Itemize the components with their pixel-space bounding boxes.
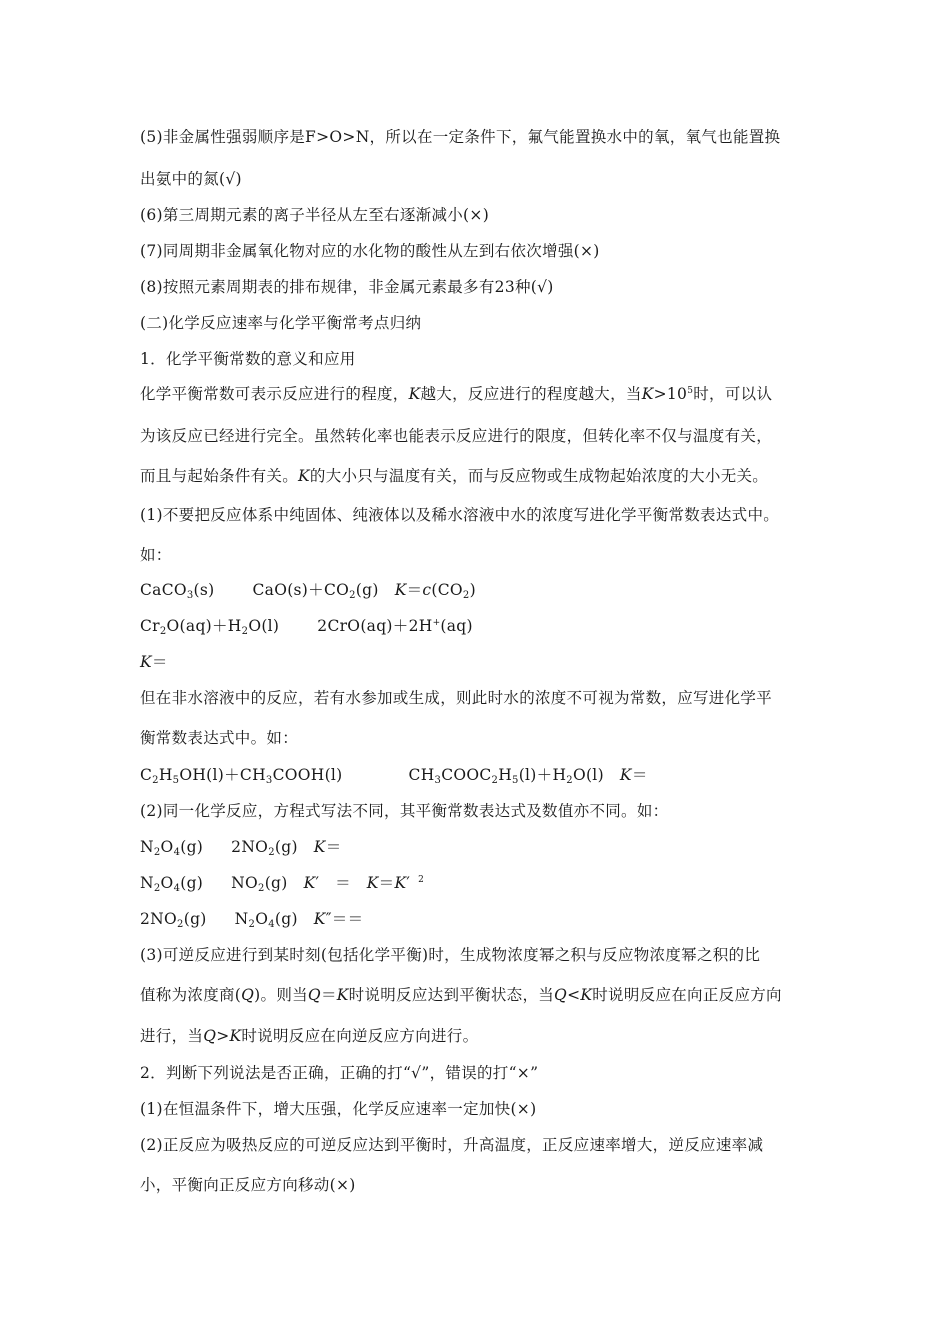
equation-line: CaCO$_3$(s) $CaO(s)+CO_2(g)$ $K=c(CO_2)$ — [140, 581, 476, 601]
text-line: 化学平衡常数可表示反应进行的程度，K越大，反应进行的程度越大，当$K>10^5$时，可以认 — [140, 385, 773, 403]
subsection-heading: 1．化学平衡常数的意义和应用 — [140, 350, 356, 368]
equation-line: $Cr_2O(aq)+H_2O(l)$ 2CrO(aq)＋2H+(aq) — [140, 617, 473, 637]
text-line: 进行，当Q>K时说明反应在向逆反应方向进行。 — [140, 1027, 479, 1045]
text-line: 但在非水溶液中的反应，若有水参加或生成，则此时水的浓度不可视为常数，应写进化学平 — [140, 689, 773, 707]
subsection-heading: 2．判断下列说法是否正确，正确的打“√”，错误的打“×” — [140, 1064, 539, 1082]
equation-line: $N_2O_4(g)$ $NO_2(g)$ K′ ＝ K＝K′ $^2$ — [140, 874, 425, 894]
text-line: 如： — [140, 546, 172, 564]
equation-line: K＝ — [140, 653, 168, 671]
equation-line: $C_2H_5OH(l)+CH_3COOH(l)$ $CH_3COOC_2H_5(l)+H_2O(l)$ K＝ — [140, 766, 648, 786]
text-line: 衡常数表达式中。如： — [140, 729, 299, 747]
text-line: (3)可逆反应进行到某时刻(包括化学平衡)时，生成物浓度幂之积与反应物浓度幂之积的比 — [140, 946, 761, 964]
text-line: (1)在恒温条件下，增大压强，化学反应速率一定加快(×) — [140, 1100, 537, 1118]
text-line: (1)不要把反应体系中纯固体、纯液体以及稀水溶液中水的浓度写进化学平衡常数表达式中。 — [140, 506, 780, 524]
text-line: (2)正反应为吸热反应的可逆反应达到平衡时，升高温度，正反应速率增大，逆反应速率减 — [140, 1136, 764, 1154]
text-line: (2)同一化学反应，方程式写法不同，其平衡常数表达式及数值亦不同。如： — [140, 802, 669, 820]
text-line: 而且与起始条件有关。K的大小只与温度有关，而与反应物或生成物起始浓度的大小无关。 — [140, 467, 769, 485]
text-line: 值称为浓度商(Q)。则当Q＝K时说明反应达到平衡状态，当Q<K时说明反应在向正反应方向 — [140, 986, 782, 1004]
text-line: 为该反应已经进行完全。虽然转化率也能表示反应进行的限度，但转化率不仅与温度有关， — [140, 427, 773, 445]
text-line: (5)非金属性强弱顺序是F>O>N，所以在一定条件下，氟气能置换水中的氧，氧气也能置换 — [140, 128, 781, 146]
equation-line: $N_2O_4(g)$ $2NO_2(g)$ K＝ — [140, 838, 342, 858]
equation-line: $2NO_2(g)$ $N_2O_4(g)$ K″＝＝ — [140, 910, 364, 930]
text-line: 小，平衡向正反应方向移动(×) — [140, 1176, 356, 1194]
text-line: (8)按照元素周期表的排布规律，非金属元素最多有23种(√) — [140, 278, 554, 296]
text-line: (7)同周期非金属氧化物对应的水化物的酸性从左到右依次增强(×) — [140, 242, 600, 260]
text-line: (6)第三周期元素的离子半径从左至右逐渐减小(×) — [140, 206, 490, 224]
text-line: 出氨中的氮(√) — [140, 170, 242, 188]
section-heading: (二)化学反应速率与化学平衡常考点归纳 — [140, 314, 422, 332]
